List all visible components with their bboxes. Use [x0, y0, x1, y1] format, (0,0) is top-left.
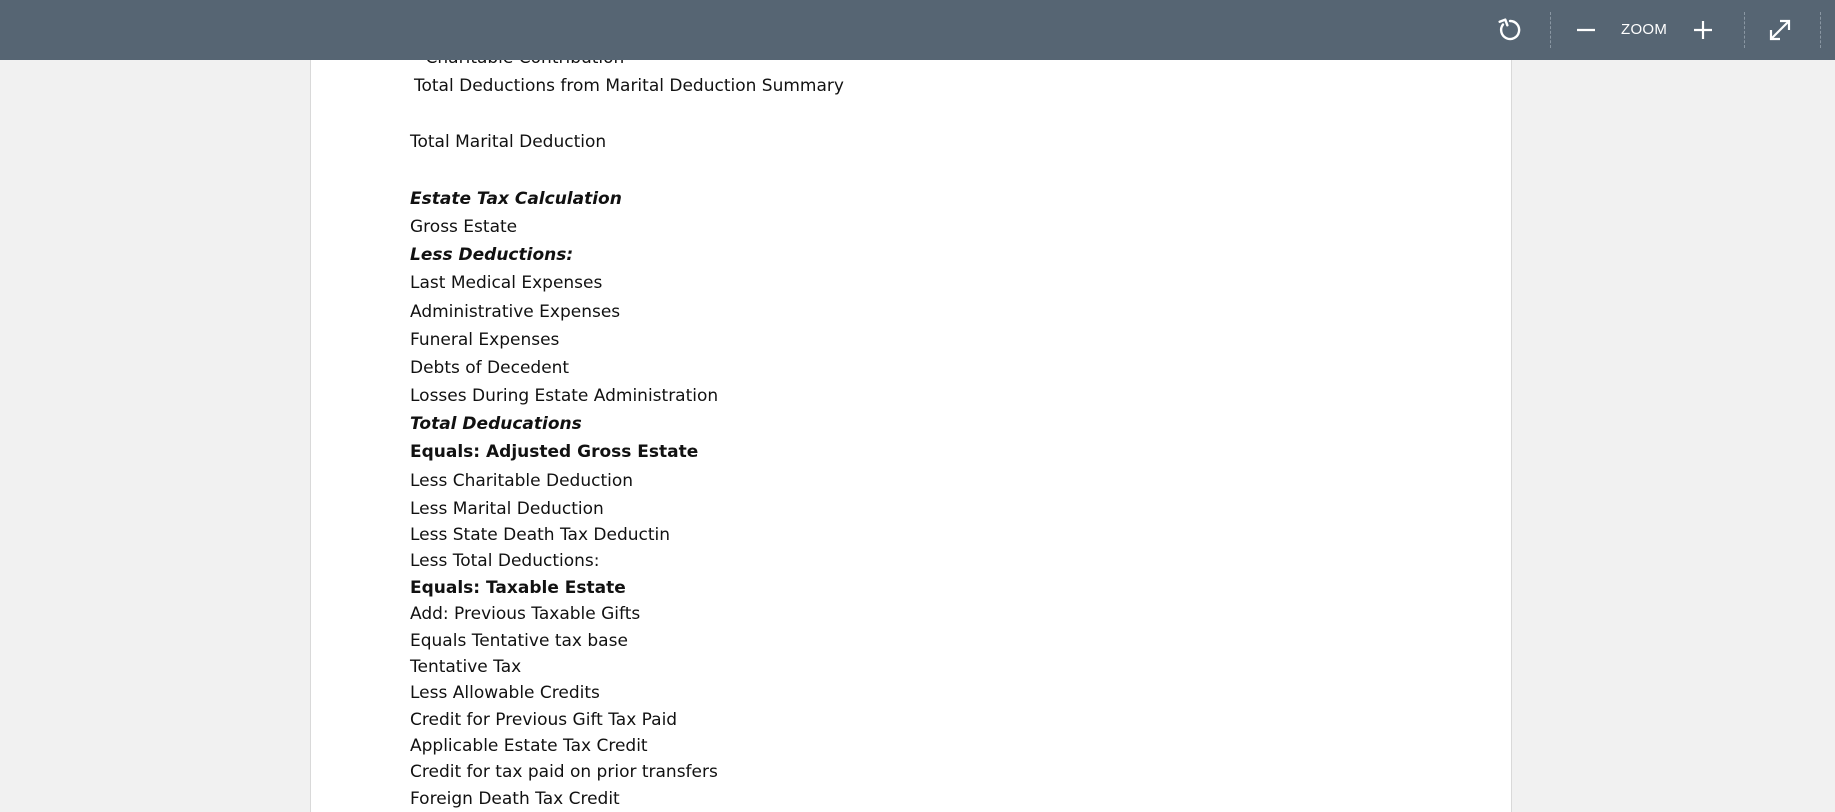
doc-line: Less Allowable Credits: [410, 683, 600, 703]
document-page: [310, 0, 1512, 812]
section-heading: Less Deductions:: [410, 245, 574, 265]
doc-line: Add: Previous Taxable Gifts: [410, 604, 641, 624]
doc-line: Less Charitable Deduction: [410, 471, 634, 491]
zoom-label: ZOOM: [1621, 21, 1668, 38]
doc-line: Credit for Previous Gift Tax Paid: [410, 710, 678, 730]
doc-line: Debts of Decedent: [410, 358, 570, 378]
zoom-in-button[interactable]: [1683, 0, 1723, 60]
doc-line: Total Deductions from Marital Deduction Summary: [414, 76, 844, 96]
section-heading: Estate Tax Calculation: [410, 189, 622, 209]
refresh-icon: [1497, 17, 1523, 43]
fullscreen-button[interactable]: [1758, 0, 1802, 60]
viewer-toolbar: [0, 0, 1835, 60]
toolbar-separator: [1744, 12, 1745, 48]
toolbar-separator: [1820, 12, 1821, 48]
doc-line: Tentative Tax: [410, 657, 522, 677]
doc-line: Last Medical Expenses: [410, 273, 603, 293]
expand-icon: [1767, 17, 1793, 43]
doc-line: Applicable Estate Tax Credit: [410, 736, 648, 756]
doc-total-line: Equals: Taxable Estate: [410, 578, 626, 598]
doc-line: Funeral Expenses: [410, 330, 560, 350]
zoom-out-button[interactable]: [1566, 0, 1606, 60]
doc-line: Credit for tax paid on prior transfers: [410, 762, 718, 782]
toolbar-separator: [1550, 12, 1551, 48]
refresh-button[interactable]: [1488, 0, 1532, 60]
doc-line: Administrative Expenses: [410, 302, 621, 322]
doc-line: Less Marital Deduction: [410, 499, 604, 519]
doc-line: Less State Death Tax Deductin: [410, 525, 671, 545]
doc-line: Losses During Estate Administration: [410, 386, 719, 406]
doc-line: Gross Estate: [410, 217, 518, 237]
doc-line: Total Marital Deduction: [410, 132, 607, 152]
doc-total-line: Equals: Adjusted Gross Estate: [410, 442, 699, 462]
section-heading: Total Deducations: [410, 414, 582, 434]
doc-line: Foreign Death Tax Credit: [410, 789, 620, 809]
doc-line: Equals Tentative tax base: [410, 631, 628, 651]
plus-icon: [1692, 19, 1714, 41]
minus-icon: [1575, 19, 1597, 41]
doc-line: Less Total Deductions:: [410, 551, 600, 571]
